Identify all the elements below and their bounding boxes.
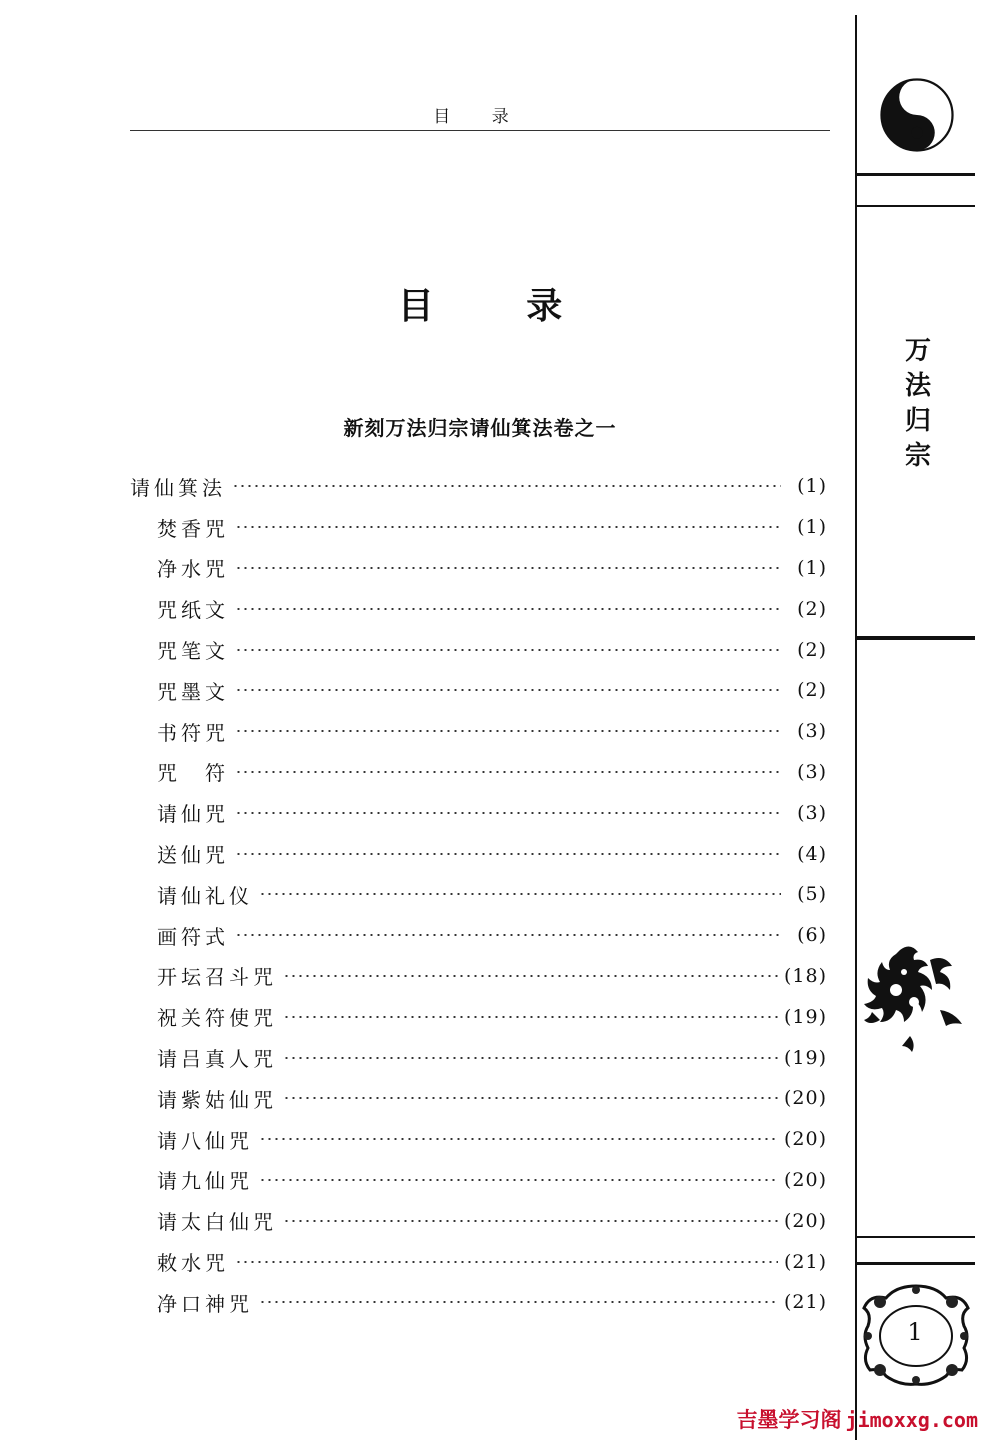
toc-entry-label: 请紫姑仙咒 <box>157 1087 277 1112</box>
toc-entry-page: (20) <box>783 1168 827 1191</box>
toc-entry <box>130 996 827 1037</box>
book-title-char: 法 <box>904 371 931 401</box>
table-of-contents <box>130 466 827 1323</box>
toc-entry-page: (6) <box>797 924 827 947</box>
dragon-icon <box>860 940 970 1059</box>
toc-leader-dots <box>235 1261 778 1263</box>
toc-leader-dots <box>283 1097 778 1099</box>
toc-leader-dots <box>235 649 781 651</box>
toc-entry-page: (2) <box>797 638 827 661</box>
toc-entry-label: 祝关符使咒 <box>157 1006 277 1031</box>
toc-entry <box>130 792 827 833</box>
toc-entry-label: 请仙咒 <box>157 802 229 827</box>
toc-entry-page: (20) <box>783 1087 827 1110</box>
toc-entry-label: 送仙咒 <box>157 843 229 868</box>
toc-entry-page: (4) <box>797 842 827 865</box>
toc-entry <box>130 874 827 915</box>
toc-entry <box>130 466 827 507</box>
toc-entry <box>130 588 827 629</box>
page-number: 1 <box>907 1318 923 1346</box>
toc-entry-label: 开坛召斗咒 <box>157 965 277 990</box>
toc-entry <box>130 752 827 793</box>
toc-entry <box>130 956 827 997</box>
toc-entry-label: 请九仙咒 <box>157 1169 253 1194</box>
toc-entry <box>130 1119 827 1160</box>
toc-leader-dots <box>235 812 781 814</box>
toc-entry-label: 请太白仙咒 <box>157 1210 277 1235</box>
toc-entry-page: (19) <box>783 1005 827 1028</box>
toc-leader-dots <box>259 1301 778 1303</box>
header-rule <box>130 130 830 131</box>
toc-leader-dots <box>259 1138 778 1140</box>
toc-entry-page: (21) <box>783 1250 827 1273</box>
toc-entry-page: (1) <box>797 475 827 498</box>
toc-leader-dots <box>235 689 781 691</box>
toc-leader-dots <box>259 893 781 895</box>
yin-yang-icon <box>880 78 954 156</box>
toc-leader-dots <box>283 1057 778 1059</box>
toc-entry-page: (19) <box>783 1046 827 1069</box>
toc-entry-page: (21) <box>783 1291 827 1314</box>
toc-entry-page: (1) <box>797 516 827 539</box>
toc-entry <box>130 1160 827 1201</box>
toc-entry-page: (3) <box>797 760 827 783</box>
toc-entry-page: (1) <box>797 556 827 579</box>
page-title: 目 录 <box>397 286 603 327</box>
toc-entry-page: (18) <box>783 964 827 987</box>
toc-entry-page: (5) <box>797 883 827 906</box>
toc-entry <box>130 1282 827 1323</box>
toc-entry-label: 敕水咒 <box>157 1251 229 1276</box>
toc-entry-page: (2) <box>797 679 827 702</box>
toc-entry <box>130 1078 827 1119</box>
toc-entry-label: 咒笔文 <box>157 639 229 664</box>
toc-leader-dots <box>259 1179 778 1181</box>
margin-rule <box>857 636 975 640</box>
toc-entry-label: 咒纸文 <box>157 598 229 623</box>
toc-entry <box>130 915 827 956</box>
toc-leader-dots <box>235 853 781 855</box>
margin-rule <box>857 1236 975 1238</box>
toc-entry <box>130 1037 827 1078</box>
margin-rule <box>857 205 975 207</box>
toc-entry <box>130 548 827 589</box>
toc-leader-dots <box>235 526 781 528</box>
toc-entry-page: (3) <box>797 801 827 824</box>
toc-entry <box>130 507 827 548</box>
toc-entry-label: 净口神咒 <box>157 1291 253 1316</box>
book-title-char: 归 <box>904 406 931 436</box>
toc-entry <box>130 1241 827 1282</box>
toc-leader-dots <box>283 975 778 977</box>
toc-leader-dots <box>235 934 781 936</box>
toc-leader-dots <box>283 1220 778 1222</box>
margin-divider <box>855 15 857 1440</box>
toc-entry-label: 焚香咒 <box>157 516 229 541</box>
toc-entry-page: (20) <box>783 1209 827 1232</box>
toc-entry-label: 请吕真人咒 <box>157 1047 277 1072</box>
toc-leader-dots <box>235 608 781 610</box>
book-title-char: 万 <box>904 336 931 366</box>
toc-entry-page: (3) <box>797 720 827 743</box>
book-title-char: 宗 <box>904 441 931 471</box>
watermark-url: jimoxxg.com <box>845 1408 978 1432</box>
toc-entry-label: 书符咒 <box>157 720 229 745</box>
toc-entry-page: (20) <box>783 1128 827 1151</box>
toc-entry <box>130 629 827 670</box>
running-header: 目 录 <box>433 107 527 127</box>
toc-leader-dots <box>283 1016 778 1018</box>
toc-entry <box>130 670 827 711</box>
margin-rule <box>857 173 975 176</box>
toc-entry-label: 净水咒 <box>157 557 229 582</box>
toc-leader-dots <box>235 730 781 732</box>
toc-entry <box>130 711 827 752</box>
toc-entry-label: 咒墨文 <box>157 679 229 704</box>
toc-leader-dots <box>235 771 781 773</box>
toc-entry-label: 请仙箕法 <box>130 475 226 500</box>
toc-entry-page: (2) <box>797 597 827 620</box>
watermark-text: 吉墨学习阁 <box>736 1408 842 1432</box>
toc-entry-label: 请仙礼仪 <box>157 883 253 908</box>
volume-title: 新刻万法归宗请仙箕法卷之一 <box>343 416 617 440</box>
watermark <box>737 1404 978 1434</box>
margin-rule <box>857 1262 975 1265</box>
toc-leader-dots <box>232 485 781 487</box>
toc-entry <box>130 1200 827 1241</box>
toc-leader-dots <box>235 567 781 569</box>
toc-entry <box>130 833 827 874</box>
toc-entry-label: 咒 符 <box>157 761 229 786</box>
book-title-vertical <box>898 334 938 474</box>
toc-entry-label: 画符式 <box>157 924 229 949</box>
toc-entry-label: 请八仙咒 <box>157 1128 253 1153</box>
